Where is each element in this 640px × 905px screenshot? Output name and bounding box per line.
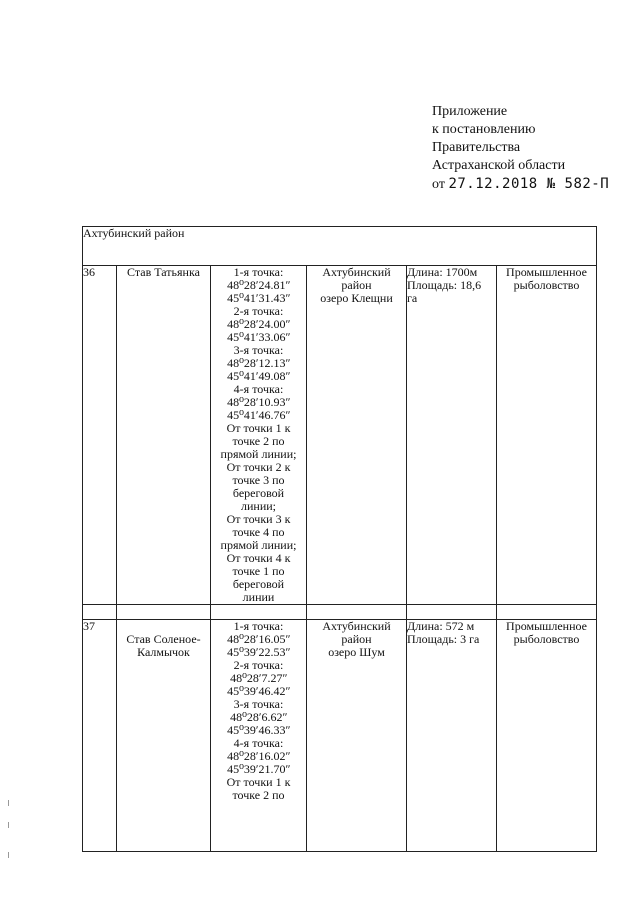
- size-line: га: [407, 291, 418, 305]
- coordinate-line: линии: [242, 590, 275, 604]
- location-line: озеро Клещни: [320, 291, 393, 305]
- size-line: Длина: 1700м: [407, 265, 478, 279]
- coordinate-line: точке 1 по: [232, 564, 285, 578]
- coordinate-line: От точки 1 к: [226, 421, 291, 435]
- header-date-line: [432, 175, 609, 194]
- coordinate-line: 48⁰28ʹ10.93ʺ: [227, 395, 290, 409]
- coordinate-line: точке 4 по: [232, 525, 285, 539]
- coordinate-line: 45⁰41ʹ33.06ʺ: [227, 330, 290, 344]
- site-size: [407, 620, 497, 852]
- margin-mark: [8, 822, 9, 828]
- site-name-line: Став Соленое-: [126, 632, 201, 646]
- district-name: Ахтубинский район: [83, 227, 597, 266]
- table-row: [83, 620, 597, 852]
- use-line: рыболовство: [513, 278, 580, 292]
- header-line: Приложение: [432, 104, 508, 119]
- coordinate-line: точке 2 по: [232, 788, 285, 802]
- coordinate-line: 1-я точка:: [233, 619, 284, 633]
- header-line: к постановлению: [432, 122, 536, 137]
- coordinate-line: От точки 2 к: [226, 460, 291, 474]
- location-line: Ахтубинский: [322, 619, 391, 633]
- coordinate-line: От точки 3 к: [226, 512, 291, 526]
- coordinate-line: 45⁰41ʹ49.08ʺ: [227, 369, 290, 383]
- size-line: Площадь: 3 га: [407, 632, 480, 646]
- coordinate-line: точке 3 по: [232, 473, 285, 487]
- site-use: [497, 266, 597, 605]
- coordinate-line: прямой линии;: [220, 538, 297, 552]
- coordinate-line: 48⁰28ʹ16.02ʺ: [227, 749, 290, 763]
- site-name: Став Татьянка: [117, 266, 211, 605]
- coordinate-line: 2-я точка:: [233, 658, 284, 672]
- coordinate-line: 3-я точка:: [233, 697, 284, 711]
- row-number: 37: [83, 620, 117, 852]
- coordinate-line: 1-я точка:: [233, 265, 284, 279]
- margin-mark: [8, 800, 9, 806]
- coordinate-line: прямой линии;: [220, 447, 297, 461]
- coordinate-line: 48⁰28ʹ7.27ʺ: [230, 671, 287, 685]
- site-name-line: Калмычок: [137, 645, 190, 659]
- site-location: [307, 266, 407, 605]
- location-line: озеро Шум: [328, 645, 385, 659]
- coordinate-line: 45⁰39ʹ21.70ʺ: [227, 762, 290, 776]
- date-prefix: от: [432, 177, 445, 192]
- size-line: Длина: 572 м: [407, 619, 475, 633]
- coordinate-line: 48⁰28ʹ24.81ʺ: [227, 278, 290, 292]
- site-size: [407, 266, 497, 605]
- coordinate-line: 48⁰28ʹ16.05ʺ: [227, 632, 290, 646]
- margin-mark: [8, 852, 9, 858]
- location-line: Ахтубинский: [322, 265, 391, 279]
- use-line: Промышленное: [506, 265, 587, 279]
- site-coordinates: [211, 266, 307, 605]
- use-line: Промышленное: [506, 619, 587, 633]
- coordinate-line: береговой: [232, 486, 285, 500]
- size-line: Площадь: 18,6: [407, 278, 482, 292]
- coordinate-line: точке 2 по: [232, 434, 285, 448]
- coordinate-line: От точки 4 к: [226, 551, 291, 565]
- header-line: Астраханской области: [432, 158, 566, 173]
- coordinate-line: линии;: [240, 499, 276, 513]
- coordinate-line: 48⁰28ʹ24.00ʺ: [227, 317, 290, 331]
- site-use: [497, 620, 597, 852]
- coordinate-line: 4-я точка:: [233, 382, 284, 396]
- coordinate-line: 45⁰41ʹ46.76ʺ: [227, 408, 290, 422]
- location-line: район: [341, 632, 372, 646]
- district-row: [83, 227, 597, 266]
- coordinate-line: 48⁰28ʹ6.62ʺ: [230, 710, 287, 724]
- coordinate-line: 45⁰39ʹ46.33ʺ: [227, 723, 290, 737]
- coordinate-line: 45⁰41ʹ31.43ʺ: [227, 291, 290, 305]
- coordinate-line: 4-я точка:: [233, 736, 284, 750]
- site-location: [307, 620, 407, 852]
- appendix-header: [432, 103, 609, 194]
- site-name: [117, 620, 211, 852]
- table-row: [83, 266, 597, 605]
- location-line: район: [341, 278, 372, 292]
- row-gap: [83, 605, 597, 620]
- coordinate-line: 45⁰39ʹ46.42ʺ: [227, 684, 290, 698]
- coordinate-line: 3-я точка:: [233, 343, 284, 357]
- header-line: Правительства: [432, 140, 521, 155]
- site-coordinates: [211, 620, 307, 852]
- coordinate-line: 48⁰28ʹ12.13ʺ: [227, 356, 290, 370]
- date-stamp: 27.12.2018 № 582-П: [448, 176, 610, 192]
- use-line: рыболовство: [513, 632, 580, 646]
- row-number: 36: [83, 266, 117, 605]
- coordinate-line: От точки 1 к: [226, 775, 291, 789]
- fishing-sites-table: [82, 226, 597, 852]
- coordinate-line: 2-я точка:: [233, 304, 284, 318]
- coordinate-line: 45⁰39ʹ22.53ʺ: [227, 645, 290, 659]
- coordinate-line: береговой: [232, 577, 285, 591]
